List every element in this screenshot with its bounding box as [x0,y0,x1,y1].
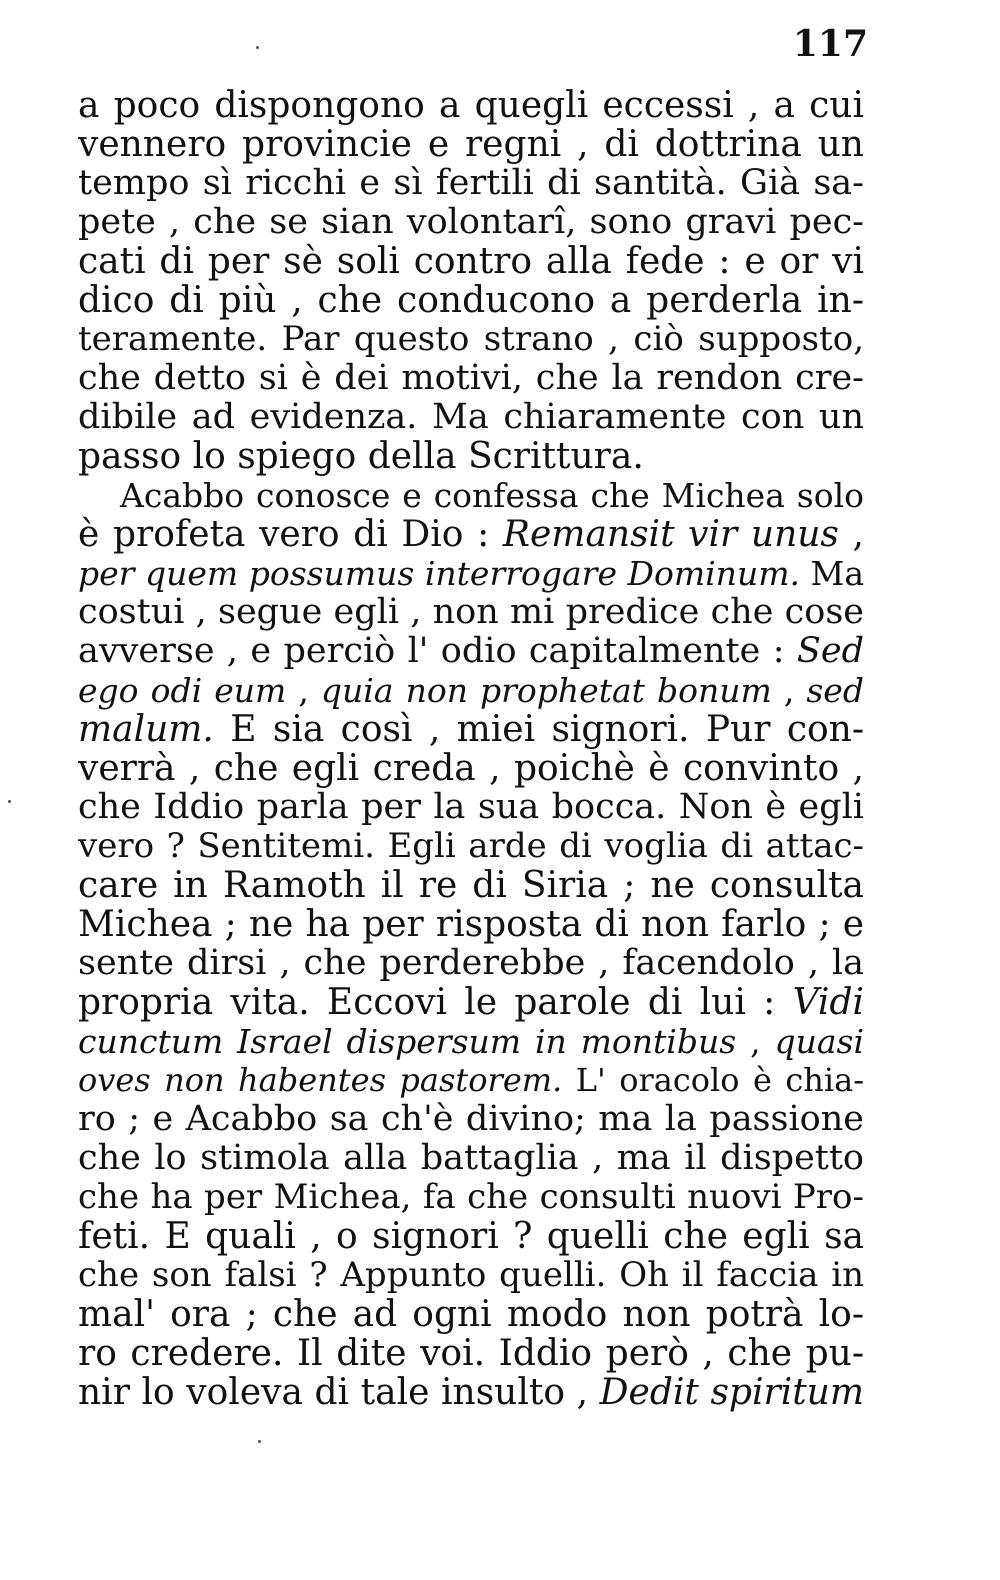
text-segment: , [838,515,864,554]
text-line [78,86,864,125]
text-line [78,281,864,320]
text-segment: mal' ora ; che ad ogni modo non potrà lo- [78,1295,864,1334]
text-line [78,359,864,398]
text-line [78,827,864,866]
text-segment: ro credere. Il dite voi. Iddio però , che pu- [78,1334,864,1373]
italic-segment: Dedit spiritum [599,1373,864,1412]
text-line [78,1256,864,1295]
text-line [78,437,864,476]
text-segment: E sia così , miei signori. Pur con- [213,710,864,749]
text-segment: a poco dispongono a quegli eccessi , a cui [78,86,864,125]
text-segment: pete , che se sian volontarî, sono gravi pec- [78,203,864,242]
text-line [78,203,864,242]
text-line [78,710,864,749]
text-line [78,164,864,203]
text-line [78,671,864,710]
italic-segment: malum. [78,710,214,749]
text-line [78,905,864,944]
text-segment: ro ; e Acabbo sa ch'è divino; ma la passione [78,1100,864,1139]
text-segment: vero ? Sentitemi. Egli arde di voglia di attac- [78,827,864,866]
text-line [78,944,864,983]
text-line [78,1295,864,1334]
italic-segment: sed [806,671,864,710]
text-segment: care in Ramoth il re di Siria ; ne consulta [78,866,864,905]
text-line [78,398,864,437]
print-speck [258,1440,261,1443]
text-segment: propria vita. Eccovi le parole di lui : [78,983,793,1022]
text-segment: che Iddio parla per la sua bocca. Non è egli [78,788,864,827]
text-line [78,632,864,671]
text-line [78,242,864,281]
italic-segment: ego odi eum [78,671,287,710]
text-line [78,749,864,788]
page-number: 117 [792,23,868,65]
text-line [78,125,864,164]
text-segment: nir lo voleva di tale insulto , [78,1373,600,1412]
text-line [78,1373,864,1412]
text-line [78,515,864,554]
text-line [78,983,864,1022]
text-segment: passo lo spiego della Scrittura. [78,437,644,476]
text-segment: tempo sì ricchi e sì fertili di santità. Già sa- [78,164,864,203]
text-line [78,1334,864,1373]
text-line [78,593,864,632]
text-line [78,1061,864,1100]
text-segment: , [286,671,321,710]
text-segment: sente dirsi , che perderebbe , facendolo , la [78,944,864,983]
text-segment: vennero provincie e regni , di dottrina un [78,125,864,164]
text-segment: Ma [799,554,864,593]
text-segment: Michea ; ne ha per risposta di non farlo ; e [78,905,864,944]
italic-segment: Sed [796,632,864,671]
text-segment: verrà , che egli creda , poichè è convinto , [78,749,864,788]
body-text [78,86,864,1412]
text-segment: è profeta vero di Dio : [78,515,503,554]
text-segment: cati di per sè soli contro alla fede : e or vi [78,242,864,281]
italic-segment: Remansit vir unus [502,515,839,554]
italic-segment: cunctum Israel dispersum in montibus [78,1022,737,1061]
text-line [78,1178,864,1217]
text-line [78,320,864,359]
print-speck [8,800,11,803]
text-segment: teramente. Par questo strano , ciò supposto, [78,320,864,359]
text-segment: dico di più , che conducono a perderla in- [78,281,864,320]
text-segment: dibile ad evidenza. Ma chiaramente con un [78,398,864,437]
print-speck [256,46,259,49]
italic-segment: Vidi [792,983,864,1022]
text-line [78,1217,864,1256]
italic-segment: quasi [774,1022,864,1061]
text-line [78,1100,864,1139]
text-segment: che detto si è dei motivi, che la rendon cre- [78,359,864,398]
text-segment: L' oracolo è chia- [562,1061,864,1099]
text-segment: che lo stimola alla battaglia , ma il dispetto [78,1139,864,1178]
text-line [78,1139,864,1178]
italic-segment: oves non habentes pastorem. [78,1061,563,1099]
text-line [78,788,864,827]
text-line [78,476,864,515]
text-segment: , [771,671,807,710]
text-segment: Acabbo conosce e confessa che Michea solo [120,476,864,515]
text-line [78,866,864,905]
text-segment: che son falsi ? Appunto quelli. Oh il faccia in [78,1256,864,1295]
text-segment: che ha per Michea, fa che consulti nuovi Pro- [78,1178,864,1217]
italic-segment: per quem possumus interrogare Dominum. [78,554,800,593]
text-line [78,1022,864,1061]
text-segment: , [736,1022,775,1061]
text-segment: feti. E quali , o signori ? quelli che egli sa [78,1217,864,1256]
text-line [78,554,864,593]
italic-segment: quia non prophetat bonum [320,671,772,710]
text-segment: avverse , e perciò l' odio capitalmente : [78,632,797,671]
text-segment: costui , segue egli , non mi predice che cose [78,593,864,632]
